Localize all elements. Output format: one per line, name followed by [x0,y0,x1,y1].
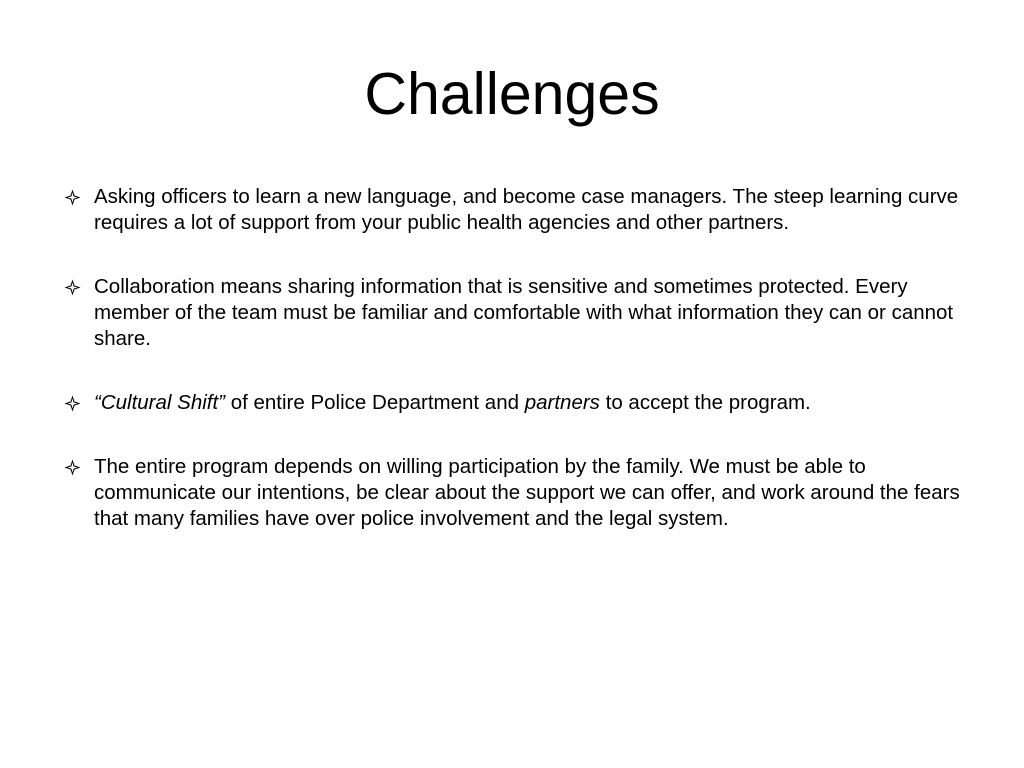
diamond-bullet-icon [64,189,81,206]
bullet-text: The entire program depends on willing participation by the family. We must be able to communicate our intentions, be clear about the support we can offer, and work around the fears that many families have over police involvement and the legal system. [94,455,960,530]
bullet-list [64,184,964,570]
bullet-item-2 [64,274,964,352]
bullet-item-3 [64,390,964,416]
bullet-text-italic: “Cultural Shift” [94,391,226,414]
bullet-text: Collaboration means sharing information that is sensitive and sometimes protected. Every member of the team must be familiar and comfortable with what information they can or cannot share. [94,275,954,350]
diamond-bullet-icon [64,395,81,412]
bullet-item-4 [64,454,964,532]
bullet-text: Asking officers to learn a new language, and become case managers. The steep learning curve requires a lot of support from your public health agencies and other partners. [94,185,959,234]
bullet-text: to accept the program. [599,391,811,414]
bullet-text-italic: partners [524,391,600,414]
diamond-bullet-icon [64,279,81,296]
slide-title: Challenges [364,61,660,127]
bullet-text: of entire Police Department and [225,391,525,414]
diamond-bullet-icon [64,459,81,476]
bullet-item-1 [64,184,964,236]
